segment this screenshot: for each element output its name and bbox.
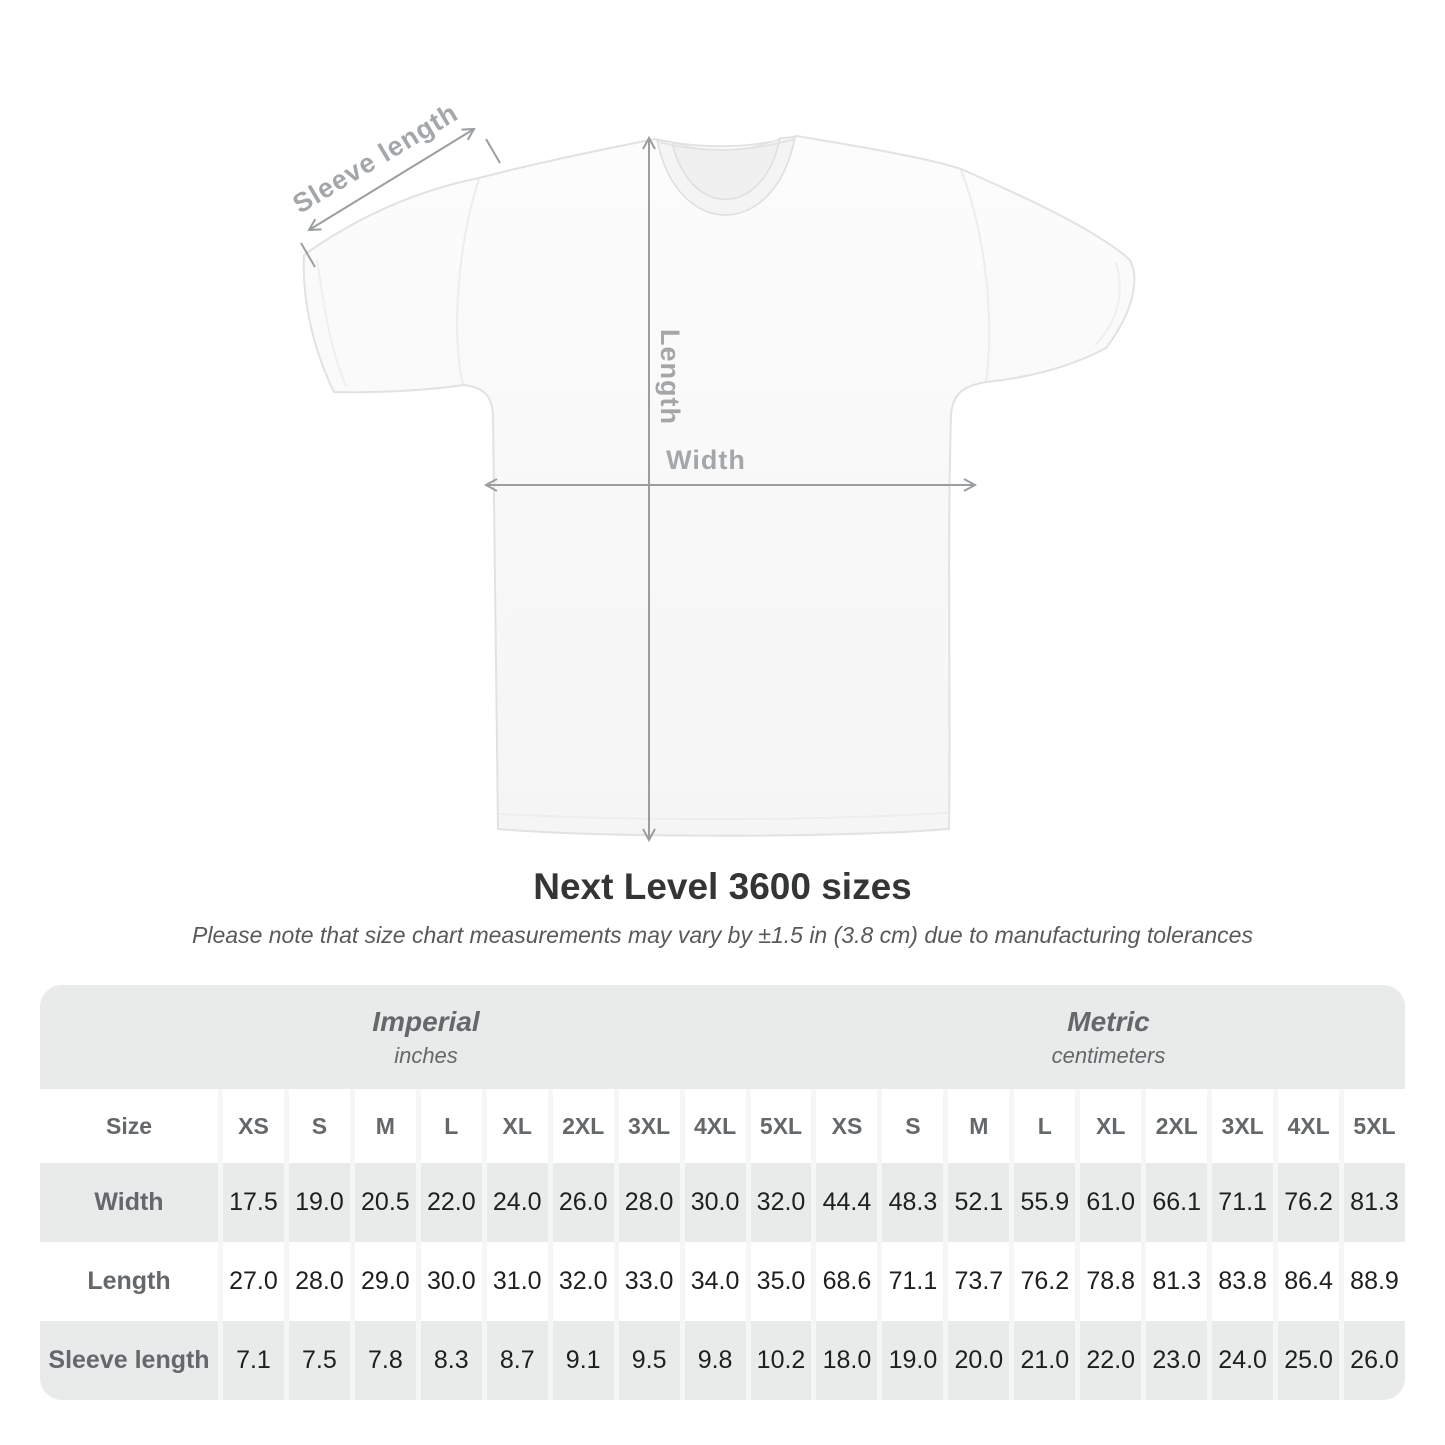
length-metric-5xl: 88.9 (1344, 1242, 1405, 1321)
page-title: Next Level 3600 sizes (533, 866, 912, 907)
row-label-sleeve-length: Sleeve length (40, 1321, 218, 1400)
sleeve-imperial-m: 7.8 (355, 1321, 416, 1400)
width-metric-m: 52.1 (948, 1163, 1009, 1242)
length-metric-m: 73.7 (948, 1242, 1009, 1321)
size-header-metric-4xl: 4XL (1278, 1089, 1339, 1163)
size-chart-table (40, 985, 1405, 1400)
size-header-imperial-m: M (355, 1089, 416, 1163)
width-imperial-3xl: 28.0 (619, 1163, 680, 1242)
width-imperial-4xl: 30.0 (685, 1163, 746, 1242)
width-metric-xl: 61.0 (1080, 1163, 1141, 1242)
width-imperial-s: 19.0 (289, 1163, 350, 1242)
sleeve-metric-3xl: 24.0 (1212, 1321, 1273, 1400)
sleeve-tick-top (486, 139, 500, 163)
length-metric-3xl: 83.8 (1212, 1242, 1273, 1321)
width-metric-xs: 44.4 (816, 1163, 877, 1242)
width-imperial-2xl: 26.0 (553, 1163, 614, 1242)
size-header-metric-2xl: 2XL (1146, 1089, 1207, 1163)
size-header-imperial-3xl: 3XL (619, 1089, 680, 1163)
length-imperial-xs: 27.0 (223, 1242, 284, 1321)
width-metric-4xl: 76.2 (1278, 1163, 1339, 1242)
length-imperial-s: 28.0 (289, 1242, 350, 1321)
metric-label: Metric (1067, 1005, 1150, 1037)
width-imperial-l: 22.0 (421, 1163, 482, 1242)
sleeve-metric-xl: 22.0 (1080, 1321, 1141, 1400)
table-row-width (40, 1163, 1405, 1242)
length-imperial-m: 29.0 (355, 1242, 416, 1321)
sleeve-metric-xs: 18.0 (816, 1321, 877, 1400)
sleeve-metric-s: 19.0 (882, 1321, 943, 1400)
size-header-metric-3xl: 3XL (1212, 1089, 1273, 1163)
sleeve-imperial-3xl: 9.5 (619, 1321, 680, 1400)
width-metric-2xl: 66.1 (1146, 1163, 1207, 1242)
width-label: Width (666, 445, 746, 475)
width-imperial-xs: 17.5 (223, 1163, 284, 1242)
size-header-metric-s: S (882, 1089, 943, 1163)
sleeve-metric-2xl: 23.0 (1146, 1321, 1207, 1400)
size-header-imperial-xs: XS (223, 1089, 284, 1163)
size-header-metric-xs: XS (816, 1089, 877, 1163)
size-header-imperial-s: S (289, 1089, 350, 1163)
size-header-imperial-xl: XL (487, 1089, 548, 1163)
size-header-metric-m: M (948, 1089, 1009, 1163)
length-metric-s: 71.1 (882, 1242, 943, 1321)
table-row-length (40, 1242, 1405, 1321)
unit-band (40, 985, 1405, 1089)
width-imperial-5xl: 32.0 (751, 1163, 812, 1242)
width-imperial-m: 20.5 (355, 1163, 416, 1242)
width-imperial-xl: 24.0 (487, 1163, 548, 1242)
length-imperial-2xl: 32.0 (553, 1242, 614, 1321)
sleeve-imperial-4xl: 9.8 (685, 1321, 746, 1400)
tolerance-note: Please note that size chart measurements may vary by ±1.5 in (3.8 cm) due to manufacturing tolerances (192, 922, 1253, 948)
sleeve-metric-4xl: 25.0 (1278, 1321, 1339, 1400)
sleeve-imperial-5xl: 10.2 (751, 1321, 812, 1400)
size-header-imperial-5xl: 5XL (751, 1089, 812, 1163)
length-imperial-5xl: 35.0 (751, 1242, 812, 1321)
heading-block (0, 866, 1445, 949)
width-metric-l: 55.9 (1014, 1163, 1075, 1242)
sleeve-imperial-xl: 8.7 (487, 1321, 548, 1400)
length-metric-xl: 78.8 (1080, 1242, 1141, 1321)
imperial-label: Imperial (372, 1005, 480, 1037)
sleeve-length-label: Sleeve length (287, 97, 464, 220)
sleeve-imperial-xs: 7.1 (223, 1321, 284, 1400)
size-header-row (40, 1089, 1405, 1163)
width-metric-5xl: 81.3 (1344, 1163, 1405, 1242)
imperial-unit: inches (394, 1042, 458, 1068)
size-header-metric-5xl: 5XL (1344, 1089, 1405, 1163)
metric-unit: centimeters (1051, 1042, 1166, 1068)
size-column-header: Size (40, 1089, 218, 1163)
size-header-imperial-l: L (421, 1089, 482, 1163)
imperial-header (40, 985, 812, 1089)
size-header-imperial-2xl: 2XL (553, 1089, 614, 1163)
sleeve-metric-l: 21.0 (1014, 1321, 1075, 1400)
width-metric-s: 48.3 (882, 1163, 943, 1242)
length-imperial-xl: 31.0 (487, 1242, 548, 1321)
length-imperial-3xl: 33.0 (619, 1242, 680, 1321)
metric-header (812, 985, 1405, 1089)
size-header-metric-xl: XL (1080, 1089, 1141, 1163)
length-label: Length (655, 329, 685, 425)
length-imperial-4xl: 34.0 (685, 1242, 746, 1321)
size-header-metric-l: L (1014, 1089, 1075, 1163)
length-metric-l: 76.2 (1014, 1242, 1075, 1321)
length-metric-xs: 68.6 (816, 1242, 877, 1321)
row-label-width: Width (40, 1163, 218, 1242)
length-imperial-l: 30.0 (421, 1242, 482, 1321)
row-label-length: Length (40, 1242, 218, 1321)
width-metric-3xl: 71.1 (1212, 1163, 1273, 1242)
length-metric-2xl: 81.3 (1146, 1242, 1207, 1321)
sleeve-metric-m: 20.0 (948, 1321, 1009, 1400)
sleeve-imperial-2xl: 9.1 (553, 1321, 614, 1400)
length-metric-4xl: 86.4 (1278, 1242, 1339, 1321)
sleeve-metric-5xl: 26.0 (1344, 1321, 1405, 1400)
size-header-imperial-4xl: 4XL (685, 1089, 746, 1163)
sleeve-imperial-s: 7.5 (289, 1321, 350, 1400)
table-row-sleeve-length (40, 1321, 1405, 1400)
sleeve-imperial-l: 8.3 (421, 1321, 482, 1400)
